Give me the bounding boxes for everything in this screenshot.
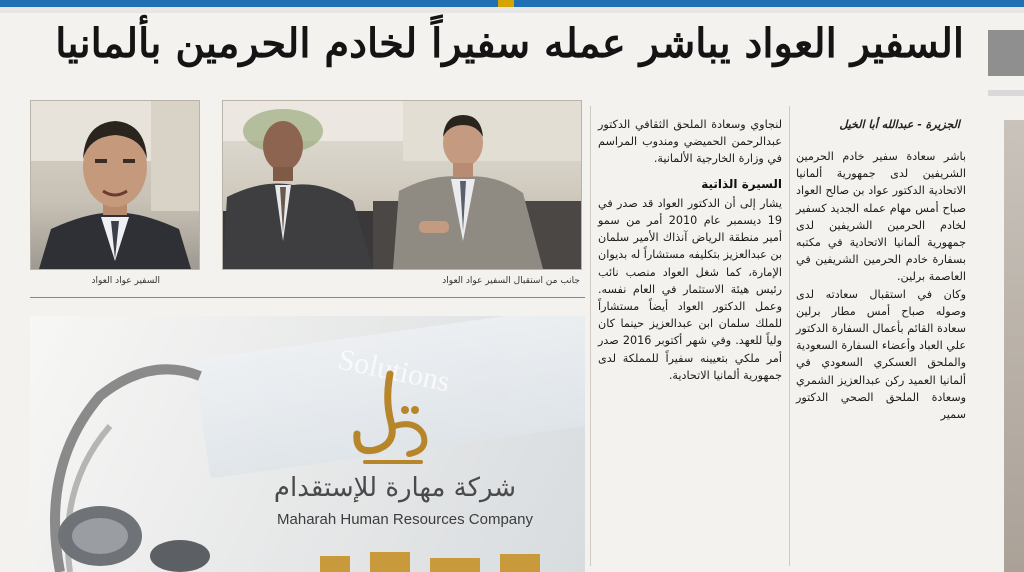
ambassador-portrait-photo xyxy=(30,100,200,270)
headset-icon xyxy=(30,316,230,572)
maharah-logo-mark xyxy=(345,370,435,470)
portrait-caption: السفير عواد العواد xyxy=(91,276,160,286)
column-divider xyxy=(789,106,790,566)
article-paragraph: وكان في استقبال سعادته لدى وصوله صباح أمس مطار برلين سعادة القائم بأعمال السفارة الدكتور علي العباد وأعضاء السفارة السعودية والملحق العسكري السعودي في ألمانيا العميد ركن عبدالعزيز الشمري وسعادة الملحق الصحي الدكتور سمير xyxy=(796,287,966,422)
article-column-right xyxy=(796,148,966,423)
ad-gold-lettering xyxy=(310,550,570,572)
article-paragraph: يشار إلى أن الدكتور العواد قد صدر في 19 ديسمبر عام 2010 أمر من سمو أمير منطقة الرياض آنذاك الأمير سلمان بن عبدالعزيز بتكليفه مستشاراً له بديوان الإمارة، كما شغل العواد منصب نائب رئيس هيئة الاستثمار في العام نفسه. وعمل الدكتور العواد أيضاً مستشاراً للملك سلمان ابن عبدالعزيز حينما كان ولياً للعهد. وفي شهر أكتوبر 2016 صدر أمر ملكي بتعيينه سفيراً للمملكة لدى جمهورية ألمانيا الاتحادية. xyxy=(598,196,782,382)
company-name-arabic: شركة مهارة للإستقدام xyxy=(273,473,517,503)
adjacent-column-rule xyxy=(988,90,1024,96)
top-color-bar xyxy=(0,0,1024,7)
top-gold-mark xyxy=(498,0,514,7)
maharah-advertisement xyxy=(30,316,585,572)
article-byline: الجزيرة - عبدالله أبا الخيل xyxy=(839,118,960,131)
company-name-english: Maharah Human Resources Company xyxy=(277,511,533,528)
reception-illustration xyxy=(223,101,581,269)
maharah-logo xyxy=(345,370,435,470)
article-paragraph: باشر سعادة سفير خادم الحرمين الشريفين لدى جمهورية ألمانيا الاتحادية الدكتور عواد بن صالح العواد صباح أمس مهام عمله الجديد كسفير لخادم الحرمين الشريفين لدى جمهورية ألمانيا الاتحادية في مكتبه بسفارة خادم الحرمين الشريفين في العاصمة برلين. xyxy=(796,150,966,284)
bio-subheading: السيرة الذاتية xyxy=(701,176,782,191)
article-column-middle xyxy=(598,116,782,384)
reception-photo xyxy=(222,100,582,270)
article-paragraph: لنجاوي وسعادة الملحق الثقافي الدكتور عبدالرحمن الحميضي ومندوب المراسم في وزارة الخارجية الألمانية. xyxy=(598,118,782,166)
reception-caption: جانب من استقبال السفير عواد العواد xyxy=(442,276,580,286)
column-divider xyxy=(590,106,591,566)
portrait-illustration xyxy=(31,101,199,269)
article-headline: السفير العواد يباشر عمله سفيراً لخادم الحرمين بألمانيا xyxy=(55,20,964,67)
adjacent-column-photo xyxy=(1004,120,1024,572)
adjacent-column-block xyxy=(988,30,1024,76)
top-strip xyxy=(0,7,1024,13)
ad-document-text: Solutions xyxy=(335,342,453,399)
caption-rule xyxy=(30,297,585,298)
